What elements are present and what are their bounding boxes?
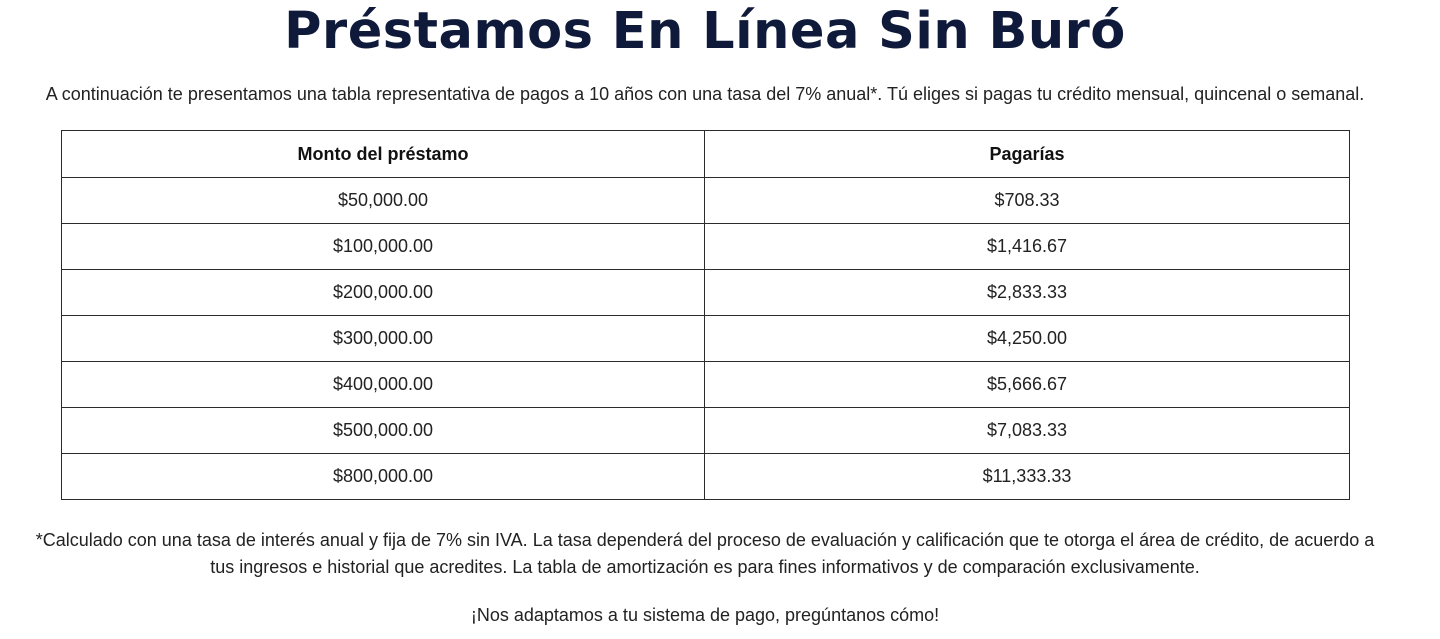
loan-amount-cell: $400,000.00 — [62, 362, 705, 408]
loan-amount-cell: $800,000.00 — [62, 454, 705, 500]
payment-cell: $7,083.33 — [705, 408, 1350, 454]
loan-amount-cell: $100,000.00 — [62, 224, 705, 270]
payment-cell: $5,666.67 — [705, 362, 1350, 408]
loan-amount-cell: $50,000.00 — [62, 178, 705, 224]
footnote — [0, 527, 1410, 581]
footnote-line-1: *Calculado con una tasa de interés anual y fija de 7% sin IVA. La tasa dependerá del proceso de evaluación y calificación que te otorga el área de crédito, de acuerdo a — [35, 530, 1375, 550]
loan-amount-cell: $300,000.00 — [62, 316, 705, 362]
table-row — [62, 454, 1350, 500]
payment-cell: $11,333.33 — [705, 454, 1350, 500]
payment-table — [61, 130, 1350, 500]
intro-text: A continuación te presentamos una tabla representativa de pagos a 10 años con una tasa del 7% anual*. Tú eliges si pagas tu crédito mensual, quincenal o semanal. — [45, 84, 1365, 104]
table-row — [62, 224, 1350, 270]
payment-cell: $1,416.67 — [705, 224, 1350, 270]
table-row — [62, 270, 1350, 316]
loan-amount-cell: $500,000.00 — [62, 408, 705, 454]
payment-cell: $4,250.00 — [705, 316, 1350, 362]
payment-cell: $708.33 — [705, 178, 1350, 224]
table-row — [62, 408, 1350, 454]
header-payment: Pagarías — [705, 131, 1350, 178]
table-row — [62, 362, 1350, 408]
loan-amount-cell: $200,000.00 — [62, 270, 705, 316]
header-loan-amount: Monto del préstamo — [62, 131, 705, 178]
table-row — [62, 316, 1350, 362]
table-header-row — [62, 131, 1350, 178]
closing-text: ¡Nos adaptamos a tu sistema de pago, pregúntanos cómo! — [470, 605, 940, 625]
page-title: Préstamos En Línea Sin Buró — [284, 2, 1126, 61]
payment-cell: $2,833.33 — [705, 270, 1350, 316]
table-row — [62, 178, 1350, 224]
footnote-line-2: tus ingresos e historial que acredites. La tabla de amortización es para fines informativos y de comparación exclusivamente. — [210, 557, 1200, 577]
